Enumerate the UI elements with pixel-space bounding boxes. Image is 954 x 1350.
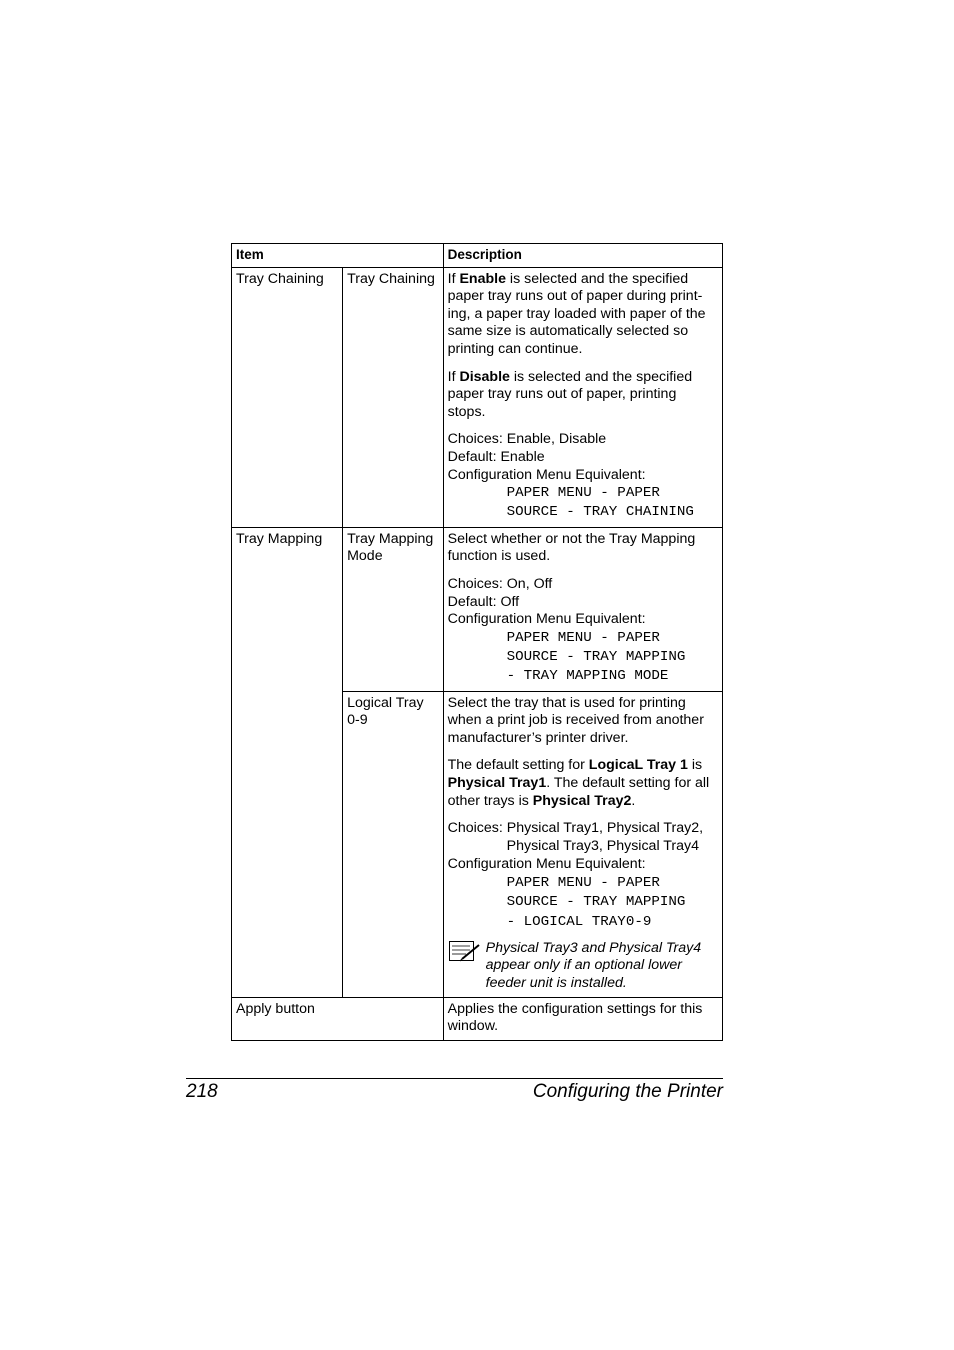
table-header-row (232, 244, 723, 268)
footer-rule (186, 1078, 723, 1079)
config-label: Configuration Menu Equivalent: (447, 856, 646, 873)
description-paragraph: Select whether or not the Tray Mapping function is used. (447, 530, 696, 565)
description-paragraph: If Enable is selected and the specified paper tray runs out of paper during print-ing, a paper tray loaded with paper of the same size is automatically selected so printing can continue. (447, 270, 706, 357)
table-row (232, 997, 723, 1040)
menu-path-code: PAPER MENU - PAPER SOURCE - TRAY MAPPING - TRAY MAPPING MODE (506, 629, 686, 685)
table-row (232, 267, 723, 527)
page-number: 218 (186, 1081, 218, 1102)
note-pencil-icon (448, 940, 486, 993)
choices-continued: Physical Tray3, Physical Tray4 (506, 837, 700, 854)
menu-path-code: PAPER MENU - PAPER SOURCE - TRAY CHAINING (506, 485, 694, 521)
description-tray-mapping-mode (443, 527, 722, 691)
description-tray-chaining (443, 267, 722, 527)
header-item: Item (232, 244, 444, 268)
item-tray-chaining: Tray Chaining (232, 267, 343, 527)
description-paragraph: The default setting for LogicaL Tray 1 is Physical Tray1. The default setting for all other trays is Physical Tray2. (447, 757, 710, 809)
subitem-tray-mapping-mode: Tray Mapping Mode (343, 527, 444, 691)
default-text: Default: Enable (447, 448, 545, 465)
item-apply-button: Apply button (232, 997, 444, 1040)
config-label: Configuration Menu Equivalent: (447, 611, 646, 628)
subitem-tray-chaining: Tray Chaining (343, 267, 444, 527)
description-paragraph: Select the tray that is used for printing when a print job is received from another manufacturer’s printer driver. (447, 694, 704, 746)
note-text: Physical Tray3 and Physical Tray4 appear only if an optional lower feeder unit is installed. (485, 939, 702, 991)
description-paragraph: If Disable is selected and the specified paper tray runs out of paper, printing stops. (447, 368, 693, 420)
description-apply-button: Applies the configuration settings for this window. (443, 997, 722, 1040)
choices-text: Choices: Enable, Disable (447, 431, 607, 448)
default-text: Default: Off (447, 593, 520, 610)
header-description: Description (443, 244, 722, 268)
description-logical-tray (443, 691, 722, 997)
menu-path-code: PAPER MENU - PAPER SOURCE - TRAY MAPPING - LOGICAL TRAY0-9 (506, 874, 686, 930)
table-row (232, 527, 723, 691)
choices-text: Choices: On, Off (447, 575, 553, 592)
subitem-logical-tray: Logical Tray 0-9 (343, 691, 444, 997)
settings-table (231, 243, 723, 1041)
note (448, 940, 718, 993)
choices-text: Choices: Physical Tray1, Physical Tray2, (447, 820, 704, 837)
chapter-title: Configuring the Printer (532, 1081, 723, 1102)
config-label: Configuration Menu Equivalent: (447, 466, 646, 483)
item-tray-mapping: Tray Mapping (232, 527, 343, 997)
